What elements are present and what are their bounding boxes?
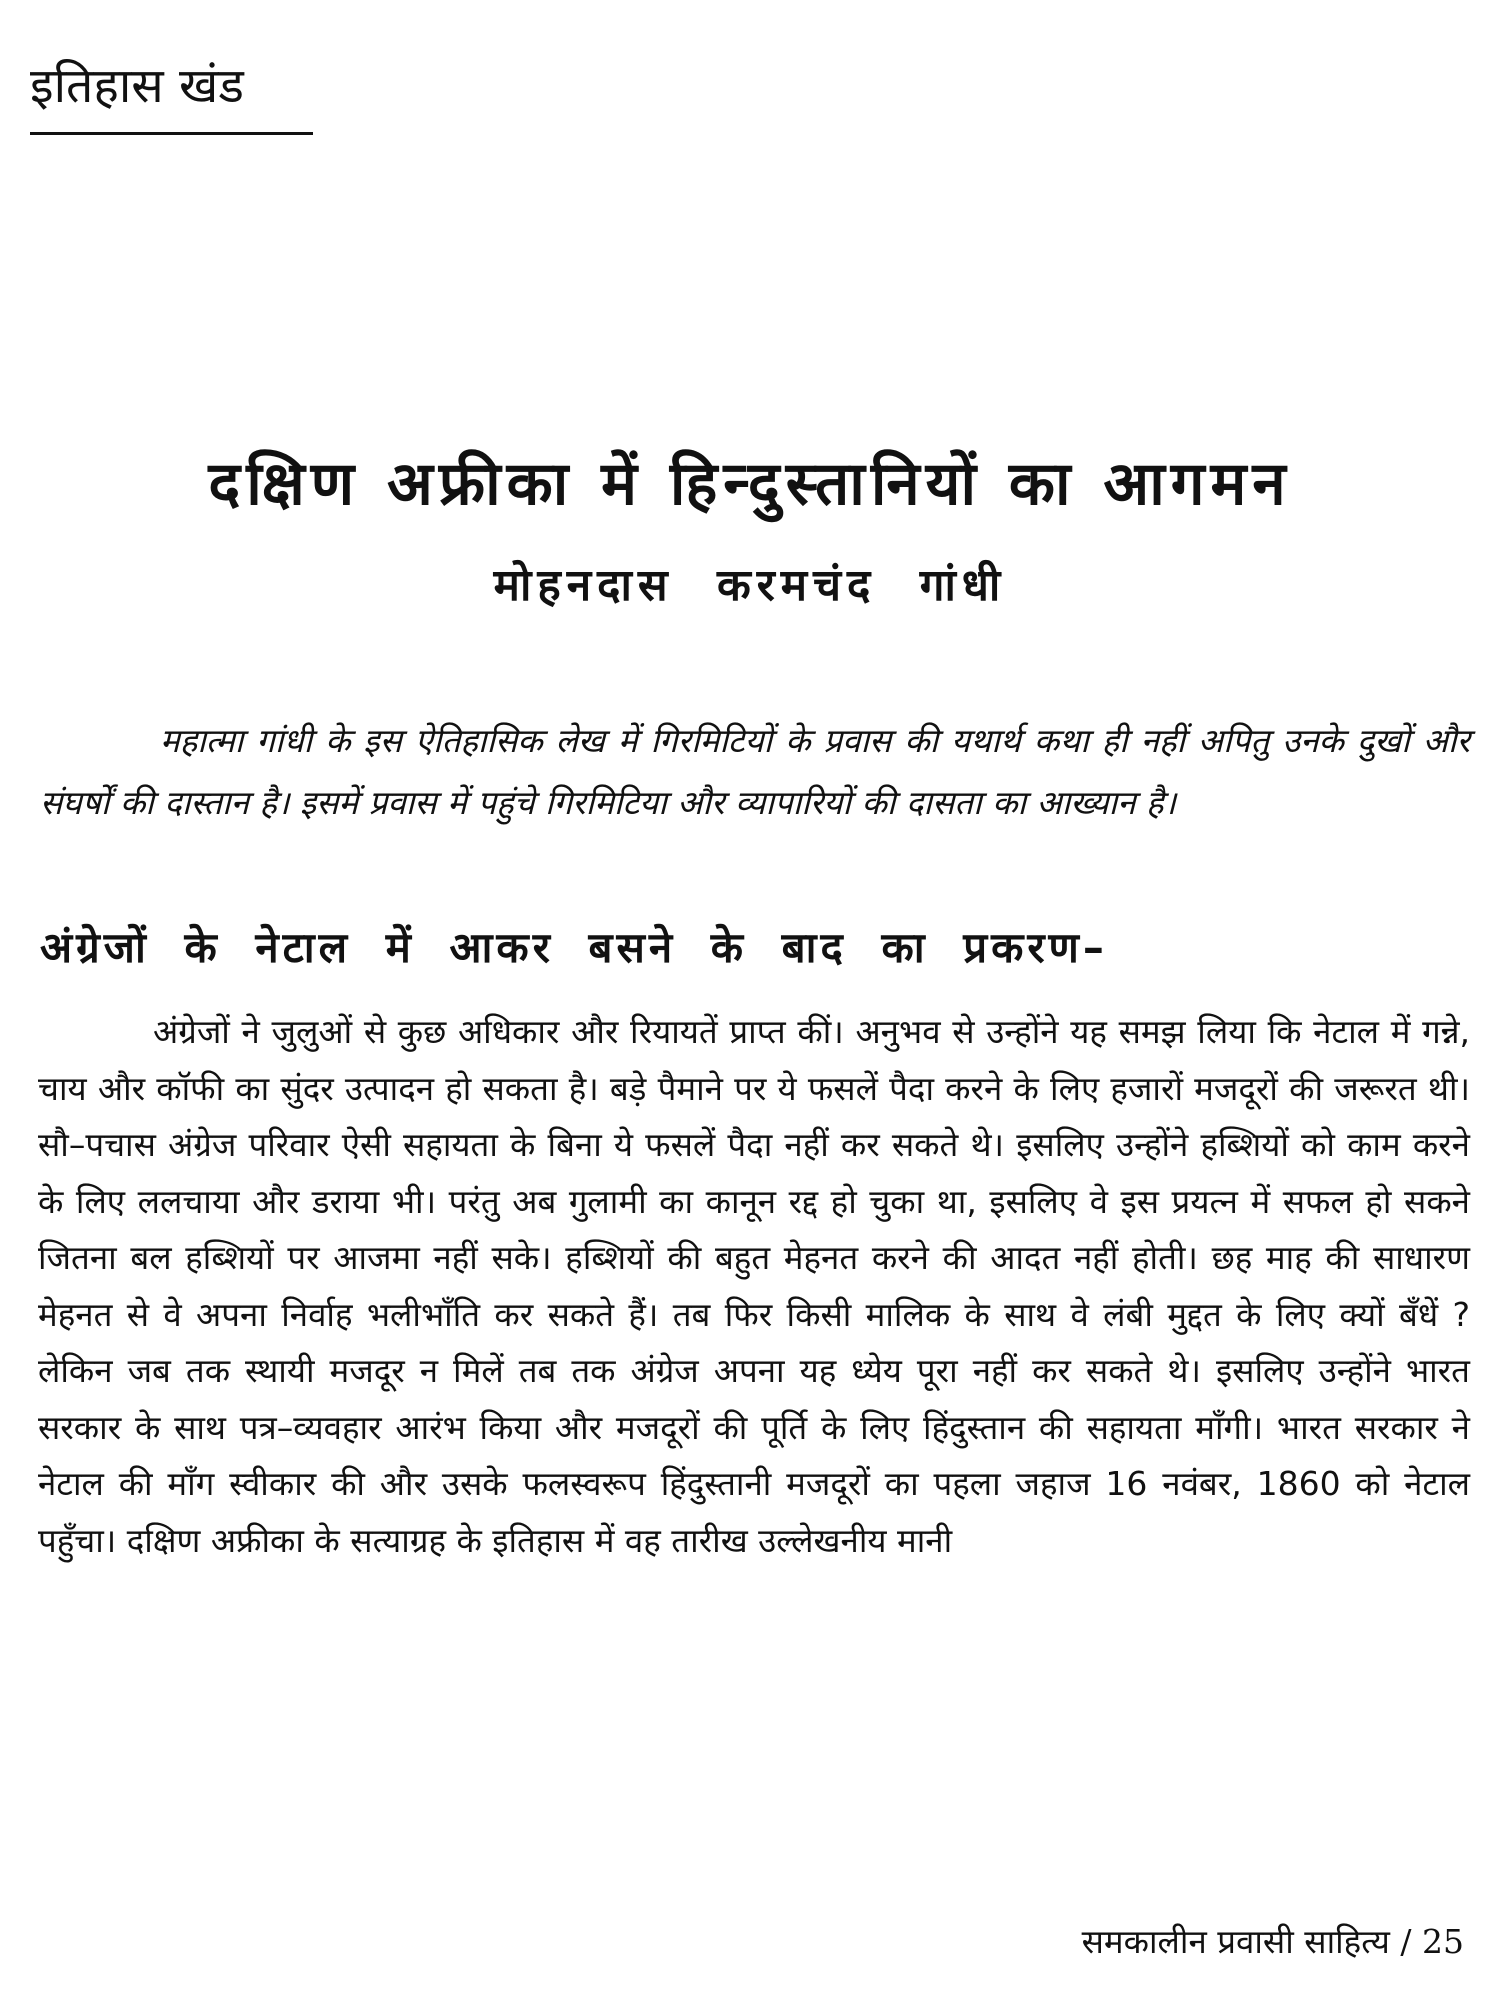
page-footer: समकालीन प्रवासी साहित्य / 25 [1081, 1922, 1464, 1961]
article-intro: महात्मा गांधी के इस ऐतिहासिक लेख में गिरमिटियों के प्रवास की यथार्थ कथा ही नहीं अपितु उनके दुखों और संघर्षों की दास्तान है। इसमें प्रवास में पहुंचे गिरमिटिया और व्यापारियों की दासता का आख्यान है। [40, 721, 1470, 822]
section-subheading: अंग्रेजों के नेटाल में आकर बसने के बाद का प्रकरण– [40, 923, 1108, 972]
section-underline [30, 132, 313, 135]
body-paragraph: अंग्रेजों ने जुलुओं से कुछ अधिकार और रियायतें प्राप्त कीं। अनुभव से उन्होंने यह समझ लिया कि नेटाल में गन्ने, चाय और कॉफी का सुंदर उत्पादन हो सकता है। बड़े पैमाने पर ये फसलें पैदा करने के लिए हजारों मजदूरों की जरूरत थी। सौ–पचास अंग्रेज परिवार ऐसी सहायता के बिना ये फसलें पैदा नहीं कर सकते थे। इसलिए उन्होंने हब्शियों को काम करने के लिए ललचाया और डराया भी। परंतु अब गुलामी का कानून रद्द हो चुका था, इसलिए वे इस प्रयत्न में सफल हो सकने जितना बल हब्शियों पर आजमा नहीं सके। हब्शियों की बहुत मेहनत करने की आदत नहीं होती। छह माह की साधारण मेहनत से वे अपना निर्वाह भलीभाँति कर सकते हैं। तब फिर किसी मालिक के साथ वे लंबी मुद्दत के लिए क्यों बँधें ? लेकिन जब तक स्थायी मजदूर न मिलें तब तक अंग्रेज अपना यह ध्येय पूरा नहीं कर सकते थे। इसलिए उन्होंने भारत सरकार के साथ पत्र–व्यवहार आरंभ किया और मजदूरों की पूर्ति के लिए हिंदुस्तान की सहायता माँगी। भारत सरकार ने नेटाल की माँग स्वीकार की और उसके फलस्वरूप हिंदुस्तानी मजदूरों का पहला जहाज 16 नवंबर, 1860 को नेटाल पहुँचा। दक्षिण अफ्रीका के सत्याग्रह के इतिहास में वह तारीख उल्लेखनीय मानी [38, 1012, 1470, 1560]
article-title: दक्षिण अफ्रीका में हिन्दुस्तानियों का आगमन [208, 449, 1292, 519]
section-label: इतिहास खंड [30, 58, 244, 114]
article-author: मोहनदास करमचंद गांधी [493, 560, 1007, 611]
